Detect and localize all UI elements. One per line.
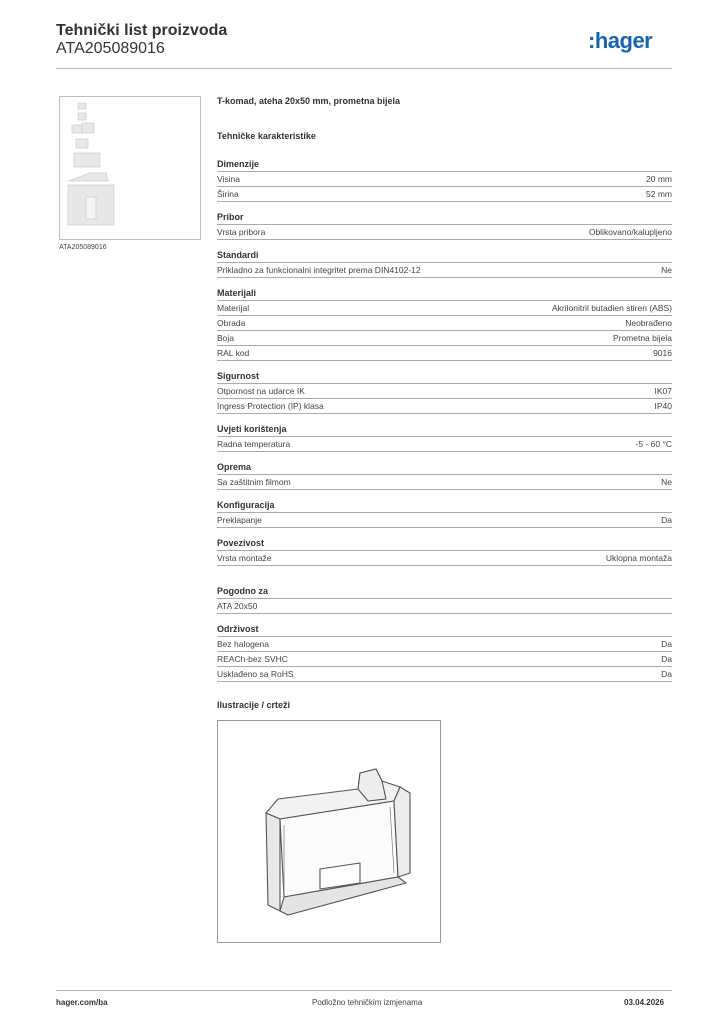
spec-label: Preklapanje (217, 515, 262, 525)
spec-value: Akrilonitril butadien stiren (ABS) (552, 303, 672, 313)
spec-row (217, 172, 672, 187)
illustrations-heading: Ilustracije / crteži (217, 700, 291, 710)
spec-row (217, 301, 672, 316)
spec-row (217, 316, 672, 331)
product-code: ATA205089016 (56, 40, 165, 57)
section-title: Standardi (217, 249, 672, 263)
spec-label: Obrada (217, 318, 246, 328)
section-title: Materijali (217, 287, 672, 301)
section-title: Pogodno za (217, 585, 672, 599)
spec-value: Prometna bijela (612, 333, 672, 343)
spec-value: Da (661, 515, 672, 525)
spec-row (217, 331, 672, 346)
spec-label: Ingress Protection (IP) klasa (217, 401, 324, 411)
sustainability-row (217, 652, 672, 667)
spec-row (217, 399, 672, 414)
spec-value: 20 mm (646, 174, 672, 184)
spec-section (217, 287, 672, 361)
spec-sections (217, 158, 672, 566)
spec-label: Boja (217, 333, 235, 343)
spec-content (217, 96, 672, 943)
hager-logo: :hager (588, 28, 653, 53)
spec-section (217, 423, 672, 452)
spec-label: Usklađeno sa RoHS (217, 669, 294, 679)
sustainability-row (217, 667, 672, 682)
t-piece-drawing (218, 721, 440, 942)
spec-section (217, 158, 672, 202)
section-title: Oprema (217, 461, 672, 475)
spec-value: Oblikovano/kalupljeno (588, 227, 672, 237)
spec-label: Vrsta pribora (217, 227, 266, 237)
spec-row (217, 187, 672, 202)
characteristics-heading: Tehničke karakteristike (217, 131, 316, 141)
product-thumbnail (59, 96, 201, 240)
spec-label: Bez halogena (217, 639, 269, 649)
spec-row (217, 513, 672, 528)
spec-value: 9016 (653, 348, 672, 358)
section-title: Održivost (217, 623, 672, 637)
spec-section (217, 211, 672, 240)
spec-section (217, 249, 672, 278)
spec-label: Sa zaštitnim filmom (217, 477, 291, 487)
spec-label: Prikladno za funkcionalni integritet prema DIN4102-12 (217, 265, 421, 275)
spec-value: Da (661, 639, 672, 649)
sustainability-row (217, 637, 672, 652)
spec-row (217, 225, 672, 240)
spec-label: Širina (217, 189, 239, 199)
product-title: T-komad, ateha 20x50 mm, prometna bijela (217, 96, 401, 106)
spec-label: REACh-bez SVHC (217, 654, 288, 664)
spec-value: Neobrađeno (625, 318, 672, 328)
spec-label: Otpornost na udarce IK (217, 386, 305, 396)
header-divider (56, 68, 672, 69)
spec-row (217, 346, 672, 361)
spec-value: -5 - 60 °C (635, 439, 672, 449)
spec-section (217, 499, 672, 528)
section-title: Pribor (217, 211, 672, 225)
spec-label: Vrsta montaže (217, 553, 272, 563)
sustainability-section (217, 623, 672, 682)
spec-section (217, 370, 672, 414)
spec-value: Ne (661, 477, 672, 487)
product-thumbnail-image (60, 97, 200, 239)
suitable-for-section (217, 585, 672, 614)
spec-section (217, 537, 672, 566)
footer-divider (56, 990, 672, 991)
section-title: Sigurnost (217, 370, 672, 384)
spec-value: Uklopna montaža (605, 553, 672, 563)
spec-row (217, 475, 672, 490)
spec-label: Visina (217, 174, 240, 184)
section-title: Konfiguracija (217, 499, 672, 513)
section-title: Dimenzije (217, 158, 672, 172)
spec-label: RAL kod (217, 348, 250, 358)
spec-label: Materijal (217, 303, 250, 313)
thumbnail-caption: ATA205089016 (59, 244, 107, 251)
footer-date: 03.04.2026 (624, 998, 665, 1007)
footer-note: Podložno tehničkim izmjenama (312, 998, 423, 1007)
spec-value: IK07 (654, 386, 672, 396)
spec-value: 52 mm (646, 189, 672, 199)
spec-row (217, 384, 672, 399)
section-title: Povezivost (217, 537, 672, 551)
spec-row (217, 263, 672, 278)
spec-value: Ne (661, 265, 672, 275)
product-drawing (217, 720, 441, 943)
spec-value: IP40 (654, 401, 672, 411)
spec-value: Da (661, 654, 672, 664)
document-title: Tehnički list proizvoda (56, 22, 228, 39)
spec-row (217, 437, 672, 452)
suitable-for-item: ATA 20x50 (217, 599, 672, 614)
footer-website[interactable]: hager.com/ba (56, 998, 108, 1007)
spec-value: Da (661, 669, 672, 679)
spec-row (217, 551, 672, 566)
section-title: Uvjeti korištenja (217, 423, 672, 437)
spec-label: Radna temperatura (217, 439, 291, 449)
spec-section (217, 461, 672, 490)
